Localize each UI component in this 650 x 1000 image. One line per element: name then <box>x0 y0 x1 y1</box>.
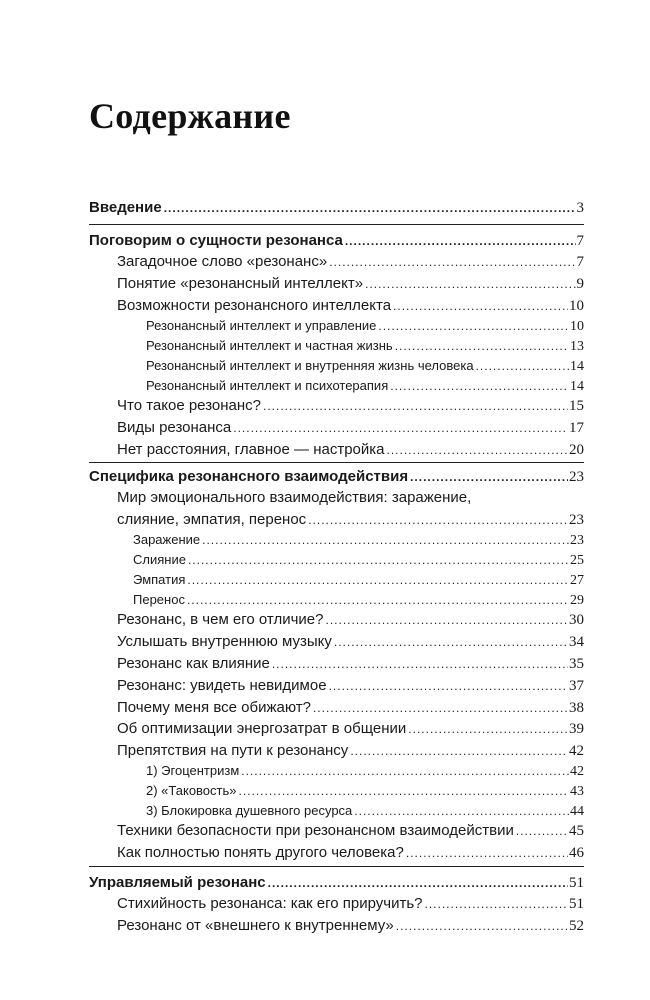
toc-entry <box>133 592 584 609</box>
toc-entry <box>117 895 584 913</box>
toc-entry-page: 52 <box>569 918 584 934</box>
toc-entry-page: 7 <box>576 254 584 270</box>
toc-entry-label: Об оптимизации энергозатрат в общении <box>117 720 407 737</box>
toc-entry-page: 10 <box>570 319 584 334</box>
toc-entry-page: 34 <box>569 634 584 650</box>
toc-entry <box>117 844 584 862</box>
toc-entry <box>146 378 584 395</box>
toc-entry-page: 30 <box>569 612 584 628</box>
toc-entry <box>146 783 584 800</box>
toc-entry <box>133 552 584 569</box>
toc-entry <box>117 253 584 271</box>
leader-dots <box>329 679 568 693</box>
leader-dots <box>354 804 569 818</box>
toc-entry-label: Препятствия на пути к резонансу <box>117 742 349 759</box>
leader-dots <box>476 359 569 373</box>
leader-dots <box>365 277 575 291</box>
toc-entry <box>89 199 584 217</box>
toc-entry-label: Управляемый резонанс <box>89 874 266 891</box>
toc-entry <box>117 633 584 651</box>
toc-entry <box>117 742 584 760</box>
toc-entry <box>146 763 584 780</box>
toc-entry <box>117 822 584 840</box>
toc-entry-label: Техники безопасности при резонансном взаимодействии <box>117 822 514 839</box>
toc-entry-label: Введение <box>89 199 162 216</box>
toc-entry-label: Резонанс: увидеть невидимое <box>117 677 327 694</box>
toc-entry-page: 15 <box>569 398 584 414</box>
toc-entry-page: 14 <box>570 359 584 374</box>
toc-entry-label: Специфика резонансного взаимодействия <box>89 468 409 485</box>
section-divider <box>89 462 584 463</box>
toc-entry <box>133 532 584 549</box>
toc-entry-page: 38 <box>569 700 584 716</box>
toc-entry-label: Резонансный интеллект и частная жизнь <box>146 338 393 353</box>
toc-entry-page: 42 <box>569 743 584 759</box>
toc-entry-label: 1) Эгоцентризм <box>146 763 240 778</box>
toc-entry-label: Резонансный интеллект и психотерапия <box>146 378 389 393</box>
leader-dots <box>233 421 568 435</box>
toc-entry <box>117 397 584 415</box>
leader-dots <box>390 379 569 393</box>
toc-entry-label: Нет расстояния, главное — настройка <box>117 441 385 458</box>
leader-dots <box>187 573 569 587</box>
toc-entry-page: 23 <box>569 512 584 528</box>
toc-entry-label: Почему меня все обижают? <box>117 699 311 716</box>
toc-entry-page: 3 <box>576 200 584 216</box>
leader-dots <box>202 533 569 547</box>
toc-entry-label: Резонансный интеллект и управление <box>146 318 377 333</box>
toc-entry <box>117 655 584 673</box>
leader-dots <box>395 339 569 353</box>
toc-entry-label: слияние, эмпатия, перенос <box>117 511 307 528</box>
toc-entry-label: Поговорим о сущности резонанса <box>89 232 343 249</box>
leader-dots <box>187 593 569 607</box>
leader-dots <box>345 234 576 248</box>
toc-entry <box>133 572 584 589</box>
toc-entry-label: 2) «Таковость» <box>146 783 237 798</box>
toc-entry-page: 37 <box>569 678 584 694</box>
leader-dots <box>334 635 568 649</box>
toc-entry-page: 42 <box>570 764 584 779</box>
leader-dots <box>263 399 568 413</box>
leader-dots <box>308 513 568 527</box>
leader-dots <box>350 744 568 758</box>
toc-entry-label: Резонанс как влияние <box>117 655 270 672</box>
toc-entry-page: 10 <box>569 298 584 314</box>
toc-entry-page: 39 <box>569 721 584 737</box>
toc-entry-label: Резонанс, в чем его отличие? <box>117 611 324 628</box>
leader-dots <box>425 897 568 911</box>
toc-entry-label: Что такое резонанс? <box>117 397 261 414</box>
toc-entry-page: 7 <box>576 233 584 249</box>
leader-dots <box>313 701 568 715</box>
toc-entry <box>117 511 584 529</box>
toc-entry <box>89 232 584 250</box>
toc-entry-page: 44 <box>570 804 584 819</box>
toc-entry-page: 35 <box>569 656 584 672</box>
leader-dots <box>325 613 568 627</box>
leader-dots <box>393 299 568 313</box>
toc-entry-label: Понятие «резонансный интеллект» <box>117 275 364 292</box>
toc-entry <box>117 275 584 293</box>
toc-entry-page: 20 <box>569 442 584 458</box>
toc-entry <box>117 677 584 695</box>
leader-dots <box>272 657 568 671</box>
toc-entry-label: Загадочное слово «резонанс» <box>117 253 328 270</box>
toc-entry-label: Перенос <box>133 592 185 607</box>
leader-dots <box>378 319 569 333</box>
leader-dots <box>387 443 569 457</box>
toc-entry-label: Как полностью понять другого человека? <box>117 844 404 861</box>
toc-entry <box>117 699 584 717</box>
toc-entry <box>117 917 584 935</box>
toc-entry <box>146 358 584 375</box>
toc-entry-page: 27 <box>570 573 584 588</box>
leader-dots <box>410 470 568 484</box>
leader-dots <box>396 919 568 933</box>
toc-entry <box>89 468 584 486</box>
leader-dots <box>239 784 570 798</box>
toc-entry <box>146 803 584 820</box>
toc-entry-page: 23 <box>569 469 584 485</box>
toc-entry-label: Стихийность резонанса: как его приручить? <box>117 895 423 912</box>
page-title: Содержание <box>89 96 291 136</box>
leader-dots <box>516 824 568 838</box>
toc-entry-label: Возможности резонансного интеллекта <box>117 297 392 314</box>
leader-dots <box>241 764 569 778</box>
section-divider <box>89 224 584 225</box>
leader-dots <box>268 876 568 890</box>
leader-dots <box>408 722 568 736</box>
toc-entry-page: 17 <box>569 420 584 436</box>
toc-entry-label: Заражение <box>133 532 201 547</box>
toc-entry-page: 9 <box>576 276 584 292</box>
toc-entry <box>117 441 584 459</box>
toc-entry <box>89 874 584 892</box>
toc-entry-page: 46 <box>569 845 584 861</box>
toc-entry <box>146 318 584 335</box>
toc-entry-page: 51 <box>569 896 584 912</box>
leader-dots <box>164 201 576 215</box>
toc-entry-page: 14 <box>570 379 584 394</box>
toc-entry <box>117 297 584 315</box>
leader-dots <box>329 255 575 269</box>
toc-entry-page: 45 <box>569 823 584 839</box>
section-divider <box>89 866 584 867</box>
toc-entry-page: 13 <box>570 339 584 354</box>
toc-entry-label: Слияние <box>133 552 186 567</box>
toc-entry-label-wrapped: Мир эмоционального взаимодействия: заражение, <box>117 489 472 506</box>
toc-entry-label: Резонансный интеллект и внутренняя жизнь человека <box>146 358 474 373</box>
leader-dots <box>406 846 568 860</box>
toc-entry-page: 43 <box>570 784 584 799</box>
toc-entry-label: Резонанс от «внешнего к внутреннему» <box>117 917 394 934</box>
leader-dots <box>188 553 569 567</box>
toc-entry-page: 51 <box>569 875 584 891</box>
toc-entry <box>117 611 584 629</box>
toc-entry-label: Услышать внутреннюю музыку <box>117 633 332 650</box>
toc-entry-label: Эмпатия <box>133 572 186 587</box>
toc-entry-page: 29 <box>570 593 584 608</box>
toc-entry-label: Виды резонанса <box>117 419 232 436</box>
toc-entry <box>146 338 584 355</box>
toc-entry-label: 3) Блокировка душевного ресурса <box>146 803 353 818</box>
toc-entry <box>117 419 584 437</box>
toc-entry-page: 25 <box>570 553 584 568</box>
toc-entry <box>117 720 584 738</box>
toc-entry-page: 23 <box>570 533 584 548</box>
